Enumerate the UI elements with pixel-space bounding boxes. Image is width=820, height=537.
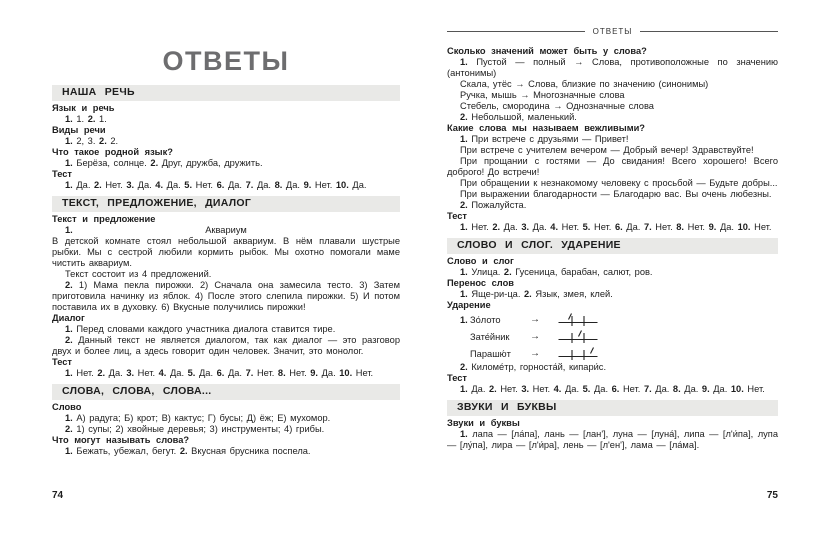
answer-number: 2.	[65, 280, 73, 290]
arrow-right-icon: →	[530, 314, 540, 325]
answer-number: 7.	[643, 384, 652, 394]
subheading: Виды речи	[52, 125, 106, 135]
page-right-content	[447, 46, 778, 451]
answer-paragraph: 1. 1. 2. 1.	[65, 114, 107, 124]
answer-paragraph: При выражении благодарности — Благодарю вас. Вы очень любезны.	[460, 189, 772, 199]
answer-number: 1.	[65, 180, 73, 190]
answer-number: 8.	[672, 384, 681, 394]
answer-number: 2.	[99, 136, 107, 146]
subheading: Слово и слог	[447, 256, 514, 266]
answer-paragraph: 1. Перед словами каждого участника диалога ставится тире.	[65, 324, 336, 334]
answer-number: 2.	[488, 384, 497, 394]
section-header: НАША РЕЧЬ	[52, 85, 400, 101]
running-header	[447, 27, 778, 36]
answer-paragraph: 2. Киломе́тр, горноста́й, кипари́с.	[460, 362, 607, 372]
stress-word: Зате́йник	[470, 331, 510, 342]
answer-number: 5.	[187, 368, 196, 378]
answer-paragraph: 1. Улица. 2. Гусеница, барабан, салют, ров.	[460, 267, 653, 277]
answer-paragraph: 1. лапа — [ла́па], лань — [лан'], луна — [луна́], липа — [л'и́па], лупа — [лу́па], лира — [л'и́ра], лень — [л'ен'], лама — [ла́ма].	[447, 429, 778, 450]
page-left	[52, 0, 400, 537]
answer-number: 4.	[550, 222, 559, 232]
answer-number: 9.	[701, 384, 710, 394]
answer-number: 1.	[460, 429, 468, 439]
answer-number: 3.	[521, 384, 530, 394]
answer-number: 1.	[460, 57, 468, 67]
subheading: Язык и речь	[52, 103, 115, 113]
answer-paragraph: 2. 1) Мама пекла пирожки. 2) Сначала она замесила тесто. 3) Затем приготовила начинку из яблок. 4) После этого слепила пирожки. 5) И потом поставила их в духовку. 6) Вкусные получились пирожки!	[52, 280, 400, 312]
syllable-stress-diagram	[558, 346, 598, 361]
subheading: Тест	[52, 169, 72, 179]
subheading: Текст и предложение	[52, 214, 156, 224]
answer-paragraph: 1. А) радуга; Б) крот; В) кактус; Г) бусы; Д) ёж; Е) мухомор.	[65, 413, 331, 423]
section-header: ЗВУКИ И БУКВЫ	[447, 400, 778, 416]
answer-paragraph: 1. Да. 2. Нет. 3. Да. 4. Да. 5. Нет. 6. Да. 7. Да. 8. Да. 9. Нет. 10. Да.	[65, 180, 367, 190]
subheading: Какие слова мы называем вежливыми?	[447, 123, 645, 133]
answer-number: 2.	[460, 112, 468, 122]
answer-number: 1.	[65, 446, 73, 456]
answer-number: 1.	[460, 289, 468, 299]
running-header-title: ОТВЕТЫ	[592, 27, 633, 36]
answer-number: 9.	[708, 222, 717, 232]
answer-number: 1.	[65, 136, 73, 146]
page-number-left: 74	[52, 490, 64, 501]
answer-paragraph: При обращении к незнакомому человеку с просьбой — Будьте добры...	[460, 178, 778, 188]
header-rule-left	[447, 31, 585, 32]
answer-number: 2.	[97, 368, 106, 378]
page-number-right: 75	[766, 490, 778, 501]
answer-paragraph: Текст состоит из 4 предложений.	[65, 269, 212, 279]
answer-number: 10.	[339, 368, 353, 378]
answer-paragraph: При встрече с учителем вечером — Добрый вечер! Здравствуйте!	[460, 145, 754, 155]
answer-number: 4.	[553, 384, 562, 394]
answer-number: 1.	[460, 384, 468, 394]
answer-paragraph: 1. При встрече с друзьями — Привет!	[460, 134, 629, 144]
answer-number: 3.	[521, 222, 530, 232]
answer-number: 10.	[730, 384, 744, 394]
answer-number: 1.	[65, 413, 73, 423]
subheading: Сколько значений может быть у слова?	[447, 46, 647, 56]
subheading: Тест	[447, 211, 467, 221]
answer-number: 8.	[277, 368, 286, 378]
answer-number: 1.	[65, 158, 73, 168]
answer-paragraph: 1. Яще-ри-ца. 2. Язык, змея, клей.	[460, 289, 613, 299]
stress-row	[447, 345, 778, 362]
story-title-line	[52, 225, 400, 236]
answer-number: 1.	[65, 324, 73, 334]
answer-number: 8.	[676, 222, 685, 232]
answer-paragraph: 1. 2, 3. 2. 2.	[65, 136, 119, 146]
answer-paragraph: 1. Пустой — полный → Слова, противоположные по значению (антонимы)	[447, 57, 778, 78]
answer-number: 10.	[335, 180, 349, 190]
answer-number: 9.	[303, 180, 312, 190]
answer-paragraph: 2. Данный текст не является диалогом, так как диалог — это разговор двух и более лиц, а здесь говорит один человек. Значит, это монолог.	[52, 335, 400, 356]
answer-paragraph: 2. Небольшой, маленький.	[460, 112, 577, 122]
answer-number: 1.	[460, 314, 468, 325]
arrow-right-icon: →	[530, 348, 540, 359]
answer-paragraph: 1. Да. 2. Нет. 3. Нет. 4. Да. 5. Да. 6. Нет. 7. Да. 8. Да. 9. Да. 10. Нет.	[460, 384, 765, 394]
story-title: Аквариум	[205, 225, 247, 235]
answer-paragraph: 1. Бежать, убежал, бегут. 2. Вкусная брусника поспела.	[65, 446, 311, 456]
answer-paragraph: В детской комнате стоял небольшой аквариум. В нём плавали шустрые рыбки. Мы с сестрой любили кормить рыбок. Мы охотно помогали маме чистить аквариум.	[52, 236, 400, 268]
answer-number: 6.	[216, 180, 225, 190]
answer-number: 5.	[582, 384, 591, 394]
answer-number: 7.	[245, 180, 254, 190]
subheading: Что такое родной язык?	[52, 147, 173, 157]
answer-number: 3.	[126, 368, 135, 378]
section-header: ТЕКСТ, ПРЕДЛОЖЕНИЕ, ДИАЛОГ	[52, 196, 400, 212]
answer-paragraph: 2. 1) супы; 2) хвойные деревья; 3) инструменты; 4) грибы.	[65, 424, 325, 434]
subheading: Тест	[52, 357, 72, 367]
answers-title: ОТВЕТЫ	[162, 46, 290, 76]
answer-number: 2.	[65, 424, 73, 434]
answer-number: 4.	[155, 180, 164, 190]
syllable-stress-diagram	[558, 329, 598, 344]
answer-paragraph: 2. Пожалуйста.	[460, 200, 527, 210]
answer-number: 2.	[460, 200, 468, 210]
answer-number: 5.	[582, 222, 591, 232]
answer-number: 2.	[93, 180, 102, 190]
answer-paragraph: 1. Нет. 2. Да. 3. Нет. 4. Да. 5. Да. 6. Да. 7. Нет. 8. Нет. 9. Да. 10. Нет.	[65, 368, 374, 378]
answer-number: 1.	[65, 114, 73, 124]
section-header: СЛОВА, СЛОВА, СЛОВА...	[52, 384, 400, 400]
answer-paragraph: Стебель, смородина → Однозначные слова	[460, 101, 654, 111]
subheading: Тест	[447, 373, 467, 383]
section-header: СЛОВО И СЛОГ. УДАРЕНИЕ	[447, 238, 778, 254]
answer-number: 1.	[460, 134, 468, 144]
answer-number: 2.	[524, 289, 532, 299]
answer-paragraph: При прощании с гостями — До свидания! Всего хорошего! Всего доброго! До встречи!	[447, 156, 778, 177]
subheading: Что могут называть слова?	[52, 435, 190, 445]
answer-number: 8.	[274, 180, 283, 190]
subheading: Ударение	[447, 300, 491, 310]
stress-word: Зо́лото	[470, 314, 501, 325]
answer-number: 2.	[460, 362, 468, 372]
answer-number: 7.	[245, 368, 254, 378]
answer-paragraph: Ручка, мышь → Многозначные слова	[460, 90, 625, 100]
answer-number: 2.	[65, 335, 73, 345]
answer-paragraph: 1. Нет. 2. Да. 3. Да. 4. Нет. 5. Нет. 6. Да. 7. Нет. 8. Нет. 9. Да. 10. Нет.	[460, 222, 772, 232]
subheading: Перенос слов	[447, 278, 514, 288]
answer-number: 1.	[65, 368, 73, 378]
subheading: Диалог	[52, 313, 85, 323]
stress-row	[447, 328, 778, 345]
syllable-stress-diagram	[558, 312, 598, 327]
subheading: Звуки и буквы	[447, 418, 520, 428]
header-rule-right	[640, 31, 778, 32]
answer-number: 9.	[310, 368, 319, 378]
answer-number: 1.	[460, 222, 468, 232]
answer-number: 2.	[150, 158, 159, 168]
answer-number: 1.	[65, 225, 73, 235]
answer-number: 2.	[503, 267, 512, 277]
stress-row	[447, 311, 778, 328]
answer-number: 2.	[492, 222, 501, 232]
answer-number: 2.	[179, 446, 188, 456]
answer-number: 10.	[737, 222, 751, 232]
answer-number: 6.	[216, 368, 225, 378]
answer-number: 3.	[126, 180, 135, 190]
page-right	[447, 0, 778, 537]
answer-number: 2.	[87, 114, 96, 124]
answer-number: 1.	[460, 267, 468, 277]
answer-number: 6.	[614, 222, 623, 232]
page-left-content	[52, 85, 400, 457]
stress-word: Парашю́т	[470, 348, 511, 359]
answer-number: 6.	[611, 384, 620, 394]
answer-number: 5.	[184, 180, 193, 190]
answer-paragraph: 1. Берёза, солнце. 2. Друг, дружба, дружить.	[65, 158, 263, 168]
answer-paragraph: Скала, утёс → Слова, близкие по значению (синонимы)	[460, 79, 709, 89]
subheading: Слово	[52, 402, 82, 412]
answer-number: 4.	[158, 368, 167, 378]
answer-number: 7.	[643, 222, 652, 232]
arrow-right-icon: →	[530, 331, 540, 342]
